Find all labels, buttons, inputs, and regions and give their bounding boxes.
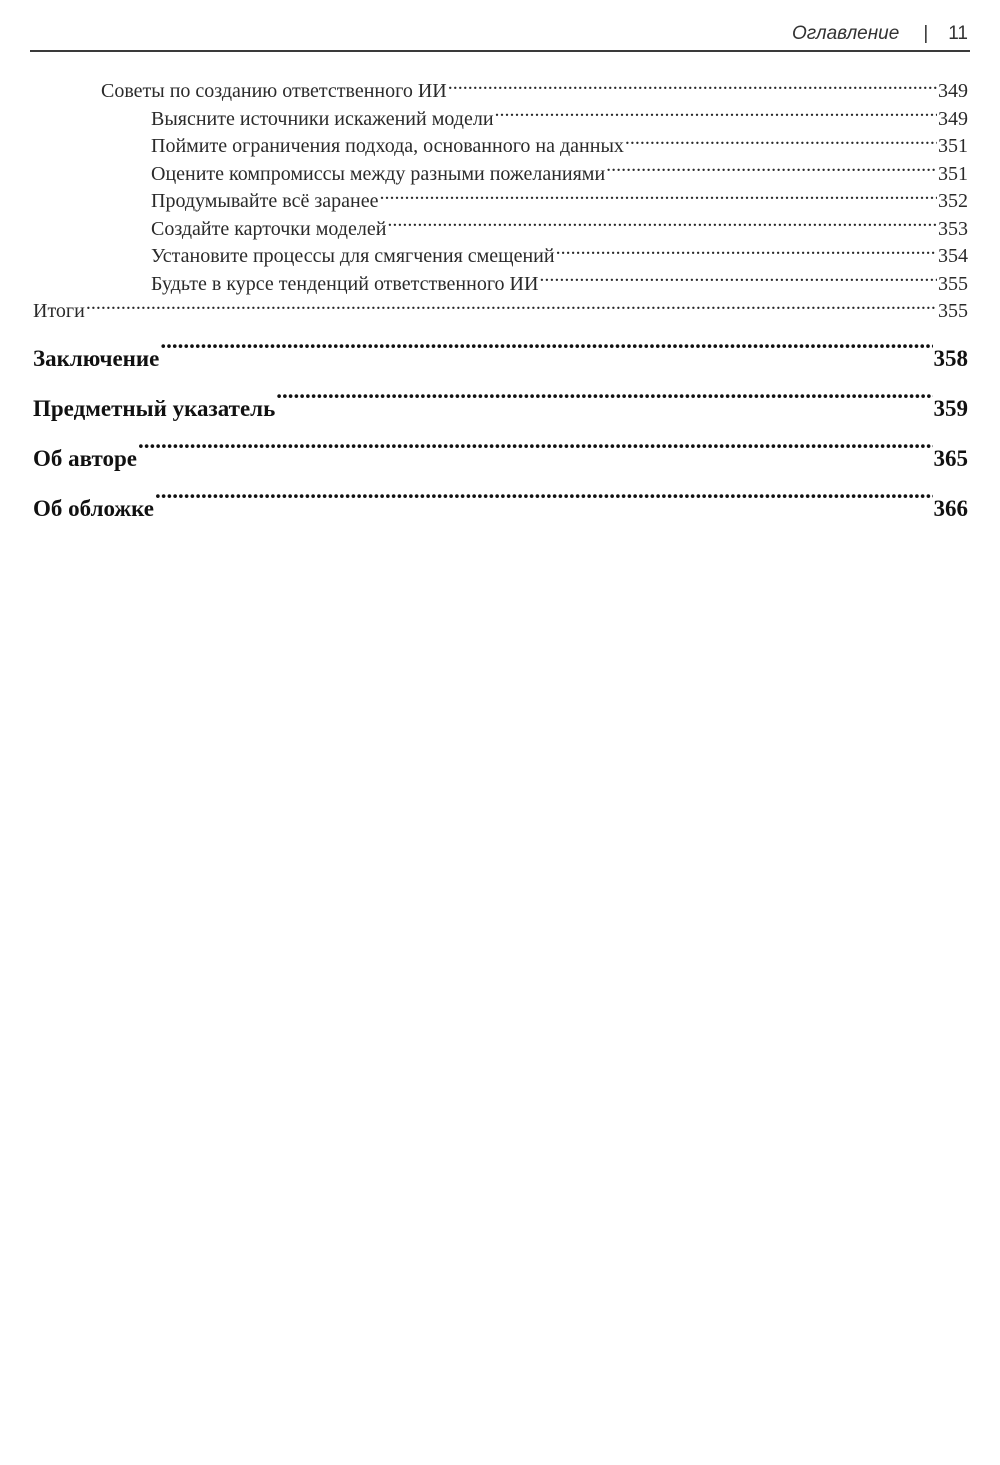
toc-leader-dots: [387, 215, 937, 235]
toc-entry[interactable]: [33, 77, 968, 105]
toc-chapter-page: 366: [933, 495, 968, 521]
page-header: [30, 22, 970, 52]
toc-chapter-label: Об авторе: [33, 445, 137, 471]
toc-leader-dots: [86, 297, 937, 317]
toc-entry-page: 351: [938, 135, 968, 157]
toc-entry[interactable]: [33, 187, 968, 215]
toc-entry-label: Создайте карточки моделей: [151, 217, 387, 240]
toc-entry-page: 349: [938, 107, 968, 130]
header-separator: |: [923, 23, 929, 44]
toc-entry-label: Выясните источники искажений модели: [151, 107, 494, 130]
toc-leader-dots: [155, 493, 933, 516]
toc-entry[interactable]: [33, 132, 968, 160]
toc-chapter-entry[interactable]: [33, 434, 968, 484]
toc-entry-page: 351: [938, 162, 968, 185]
toc-leader-dots: [625, 132, 937, 152]
toc-leader-dots: [160, 343, 932, 366]
toc-leader-dots: [276, 393, 932, 416]
toc-leader-dots: [379, 187, 937, 207]
toc-entry-page: 349: [938, 80, 968, 102]
toc-leader-dots: [606, 160, 937, 180]
toc-entry-page: 353: [938, 217, 968, 240]
toc-entry-page: 355: [938, 300, 968, 322]
toc-chapter-label: Об обложке: [33, 495, 154, 521]
toc-entry-page: 352: [938, 190, 968, 212]
toc-entry-label: Поймите ограничения подхода, основанного на данных: [151, 135, 624, 157]
toc-entry-label: Советы по созданию ответственного ИИ: [101, 80, 447, 102]
toc-chapter-entry[interactable]: [33, 384, 968, 434]
toc-entry-page: 355: [938, 272, 968, 295]
toc-entry[interactable]: [33, 105, 968, 133]
toc-leader-dots: [448, 77, 937, 97]
page-number: 11: [948, 23, 968, 44]
toc-chapter-page: 359: [933, 395, 968, 421]
running-title: Оглавление: [791, 23, 900, 44]
toc-leader-dots: [495, 105, 937, 125]
toc-chapter-page: 358: [933, 345, 968, 371]
toc-entry-label: Продумывайте всё заранее: [151, 190, 379, 212]
toc-entry[interactable]: [33, 242, 968, 270]
toc-entry-label: Будьте в курсе тенденций ответственного ИИ: [151, 272, 539, 295]
toc-entry-page: 354: [938, 245, 968, 267]
toc-entry[interactable]: [33, 215, 968, 243]
toc-chapter-entry[interactable]: [33, 484, 968, 534]
toc-chapter-label: Предметный указатель: [33, 395, 276, 421]
toc-chapter-label: Заключение: [33, 345, 160, 371]
toc-entry-label: Оцените компромиссы между разными пожеланиями: [151, 162, 606, 185]
toc-chapter-page: 365: [933, 445, 968, 471]
toc-entry[interactable]: [33, 270, 968, 298]
toc-entry[interactable]: [33, 297, 968, 325]
header-content: [792, 23, 968, 45]
table-of-contents: [33, 77, 968, 534]
toc-leader-dots: [539, 270, 937, 290]
toc-entry-label: Итоги: [33, 300, 85, 322]
toc-entry[interactable]: [33, 160, 968, 188]
toc-chapter-entry[interactable]: [33, 334, 968, 384]
toc-entry-label: Установите процессы для смягчения смещений: [151, 245, 555, 267]
toc-leader-dots: [138, 443, 933, 466]
toc-leader-dots: [556, 242, 937, 262]
